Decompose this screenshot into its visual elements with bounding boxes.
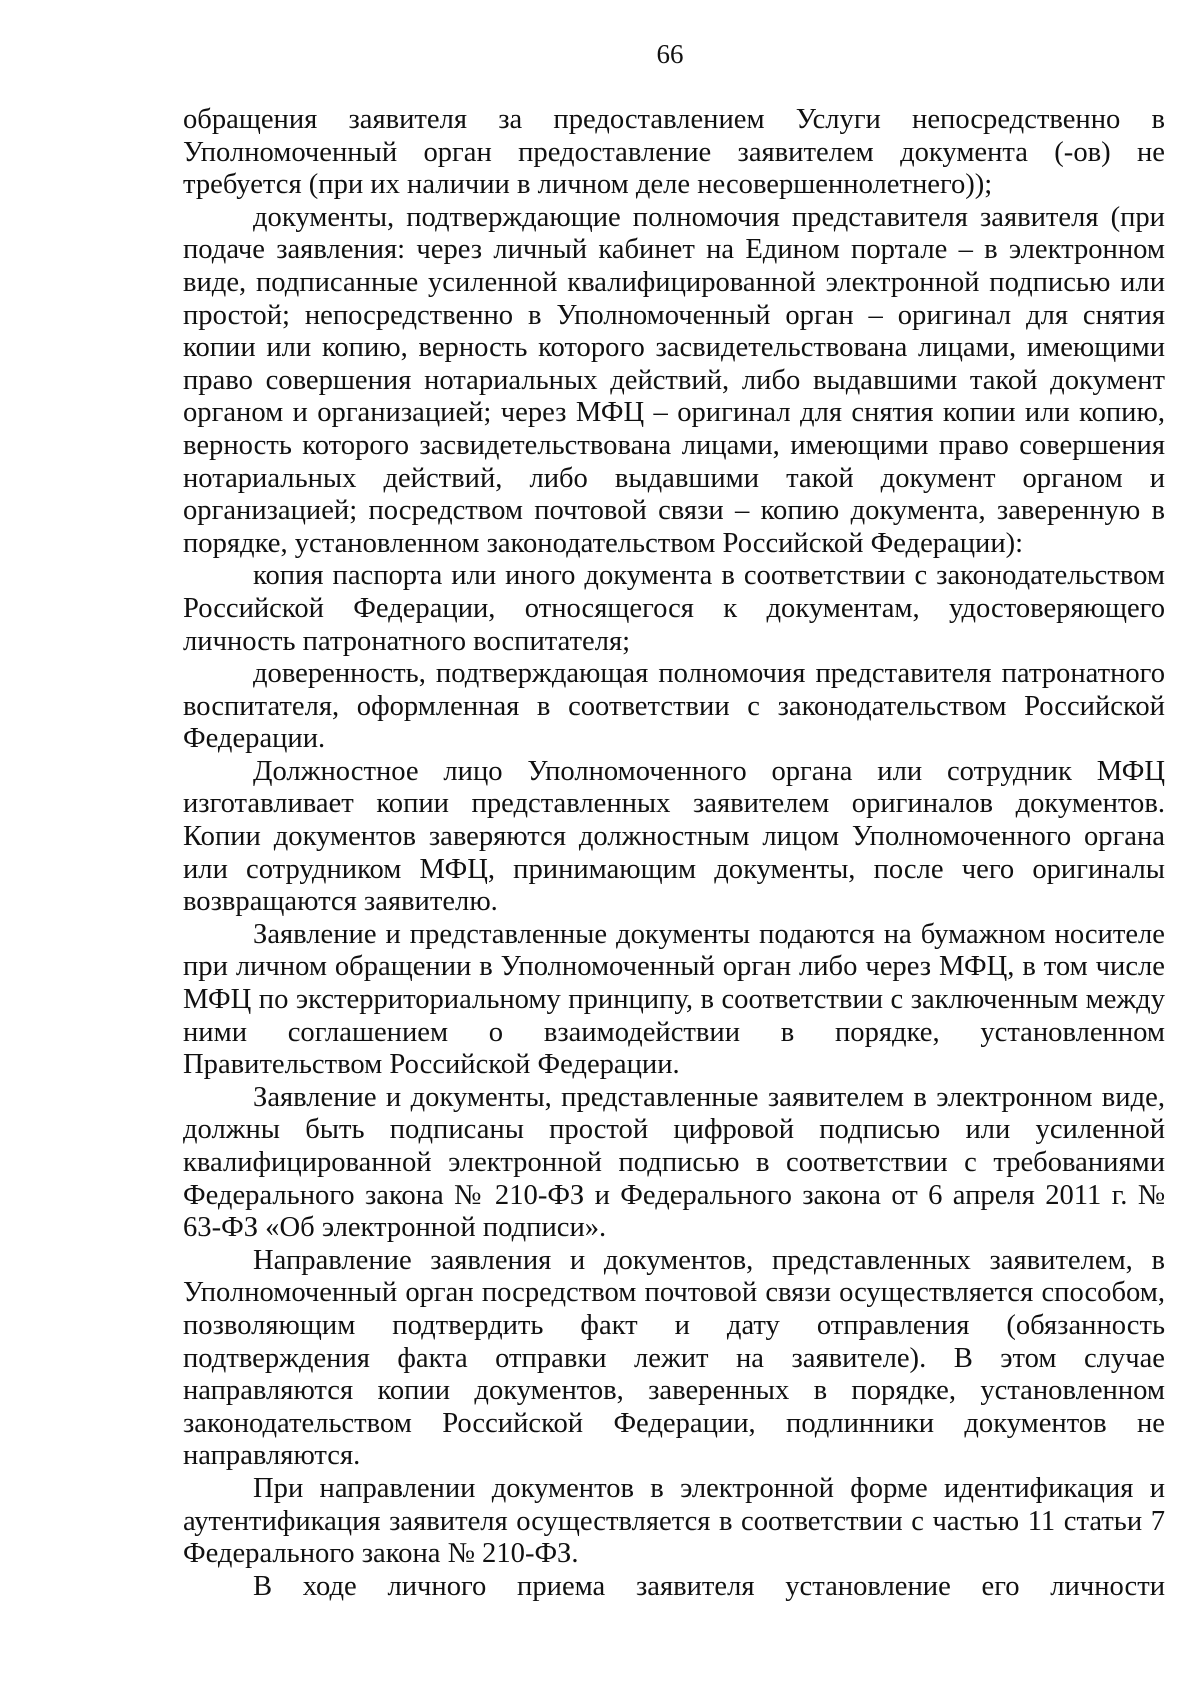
- paragraph: доверенность, подтверждающая полномочия представителя патронатного воспитателя, оформленная в соответствии с законодательством Российской Федерации.: [183, 658, 1165, 755]
- paragraph: Направление заявления и документов, представленных заявителем, в Уполномоченный орган посредством почтовой связи осуществляется способом, позволяющим подтвердить факт и дату отправления (обязанность подтверждения факта отправки лежит на заявителе). В этом случае направляются копии документов, заверенных в порядке, установленном законодательством Российской Федерации, подлинники документов не направляются.: [183, 1244, 1165, 1472]
- paragraph: Заявление и представленные документы подаются на бумажном носителе при личном обращении в Уполномоченный орган либо через МФЦ, в том числе МФЦ по экстерриториальному принципу, в соответствии с заключенным между ними соглашением о взаимодействии в порядке, установленном Правительством Российской Федерации.: [183, 918, 1165, 1081]
- paragraph: документы, подтверждающие полномочия представителя заявителя (при подаче заявления: через личный кабинет на Едином портале – в электронном виде, подписанные усиленной квалифицированной электронной подписью или простой; непосредственно в Уполномоченный орган – оригинал для снятия копии или копию, верность которого засвидетельствована лицами, имеющими право совершения нотариальных действий, либо выдавшими такой документ органом и организацией; через МФЦ – оригинал для снятия копии или копию, верность которого засвидетельствована лицами, имеющими право совершения нотариальных действий, либо выдавшими такой документ органом и организацией; посредством почтовой связи – копию документа, заверенную в порядке, установленном законодательством Российской Федерации):: [183, 201, 1165, 559]
- paragraph: копия паспорта или иного документа в соответствии с законодательством Российской Федерации, относящегося к документам, удостоверяющего личность патронатного воспитателя;: [183, 560, 1165, 657]
- paragraph: обращения заявителя за предоставлением Услуги непосредственно в Уполномоченный орган предоставление заявителем документа (-ов) не требуется (при их наличии в личном деле несовершеннолетнего));: [183, 104, 1165, 201]
- document-body: [183, 104, 1165, 1603]
- page-number: 66: [656, 39, 684, 69]
- paragraph: В ходе личного приема заявителя установление его личности: [253, 1570, 1165, 1602]
- paragraph: Должностное лицо Уполномоченного органа или сотрудник МФЦ изготавливает копии представленных заявителем оригиналов документов. Копии документов заверяются должностным лицом Уполномоченного органа или сотрудником МФЦ, принимающим документы, после чего оригиналы возвращаются заявителю.: [183, 755, 1165, 918]
- paragraph: Заявление и документы, представленные заявителем в электронном виде, должны быть подписаны простой цифровой подписью или усиленной квалифицированной электронной подписью в соответствии с требованиями Федерального закона № 210-ФЗ и Федерального закона от 6 апреля 2011 г. № 63-ФЗ «Об электронной подписи».: [183, 1081, 1165, 1244]
- paragraph: При направлении документов в электронной форме идентификация и аутентификация заявителя осуществляется в соответствии с частью 11 статьи 7 Федерального закона № 210-ФЗ.: [183, 1472, 1165, 1570]
